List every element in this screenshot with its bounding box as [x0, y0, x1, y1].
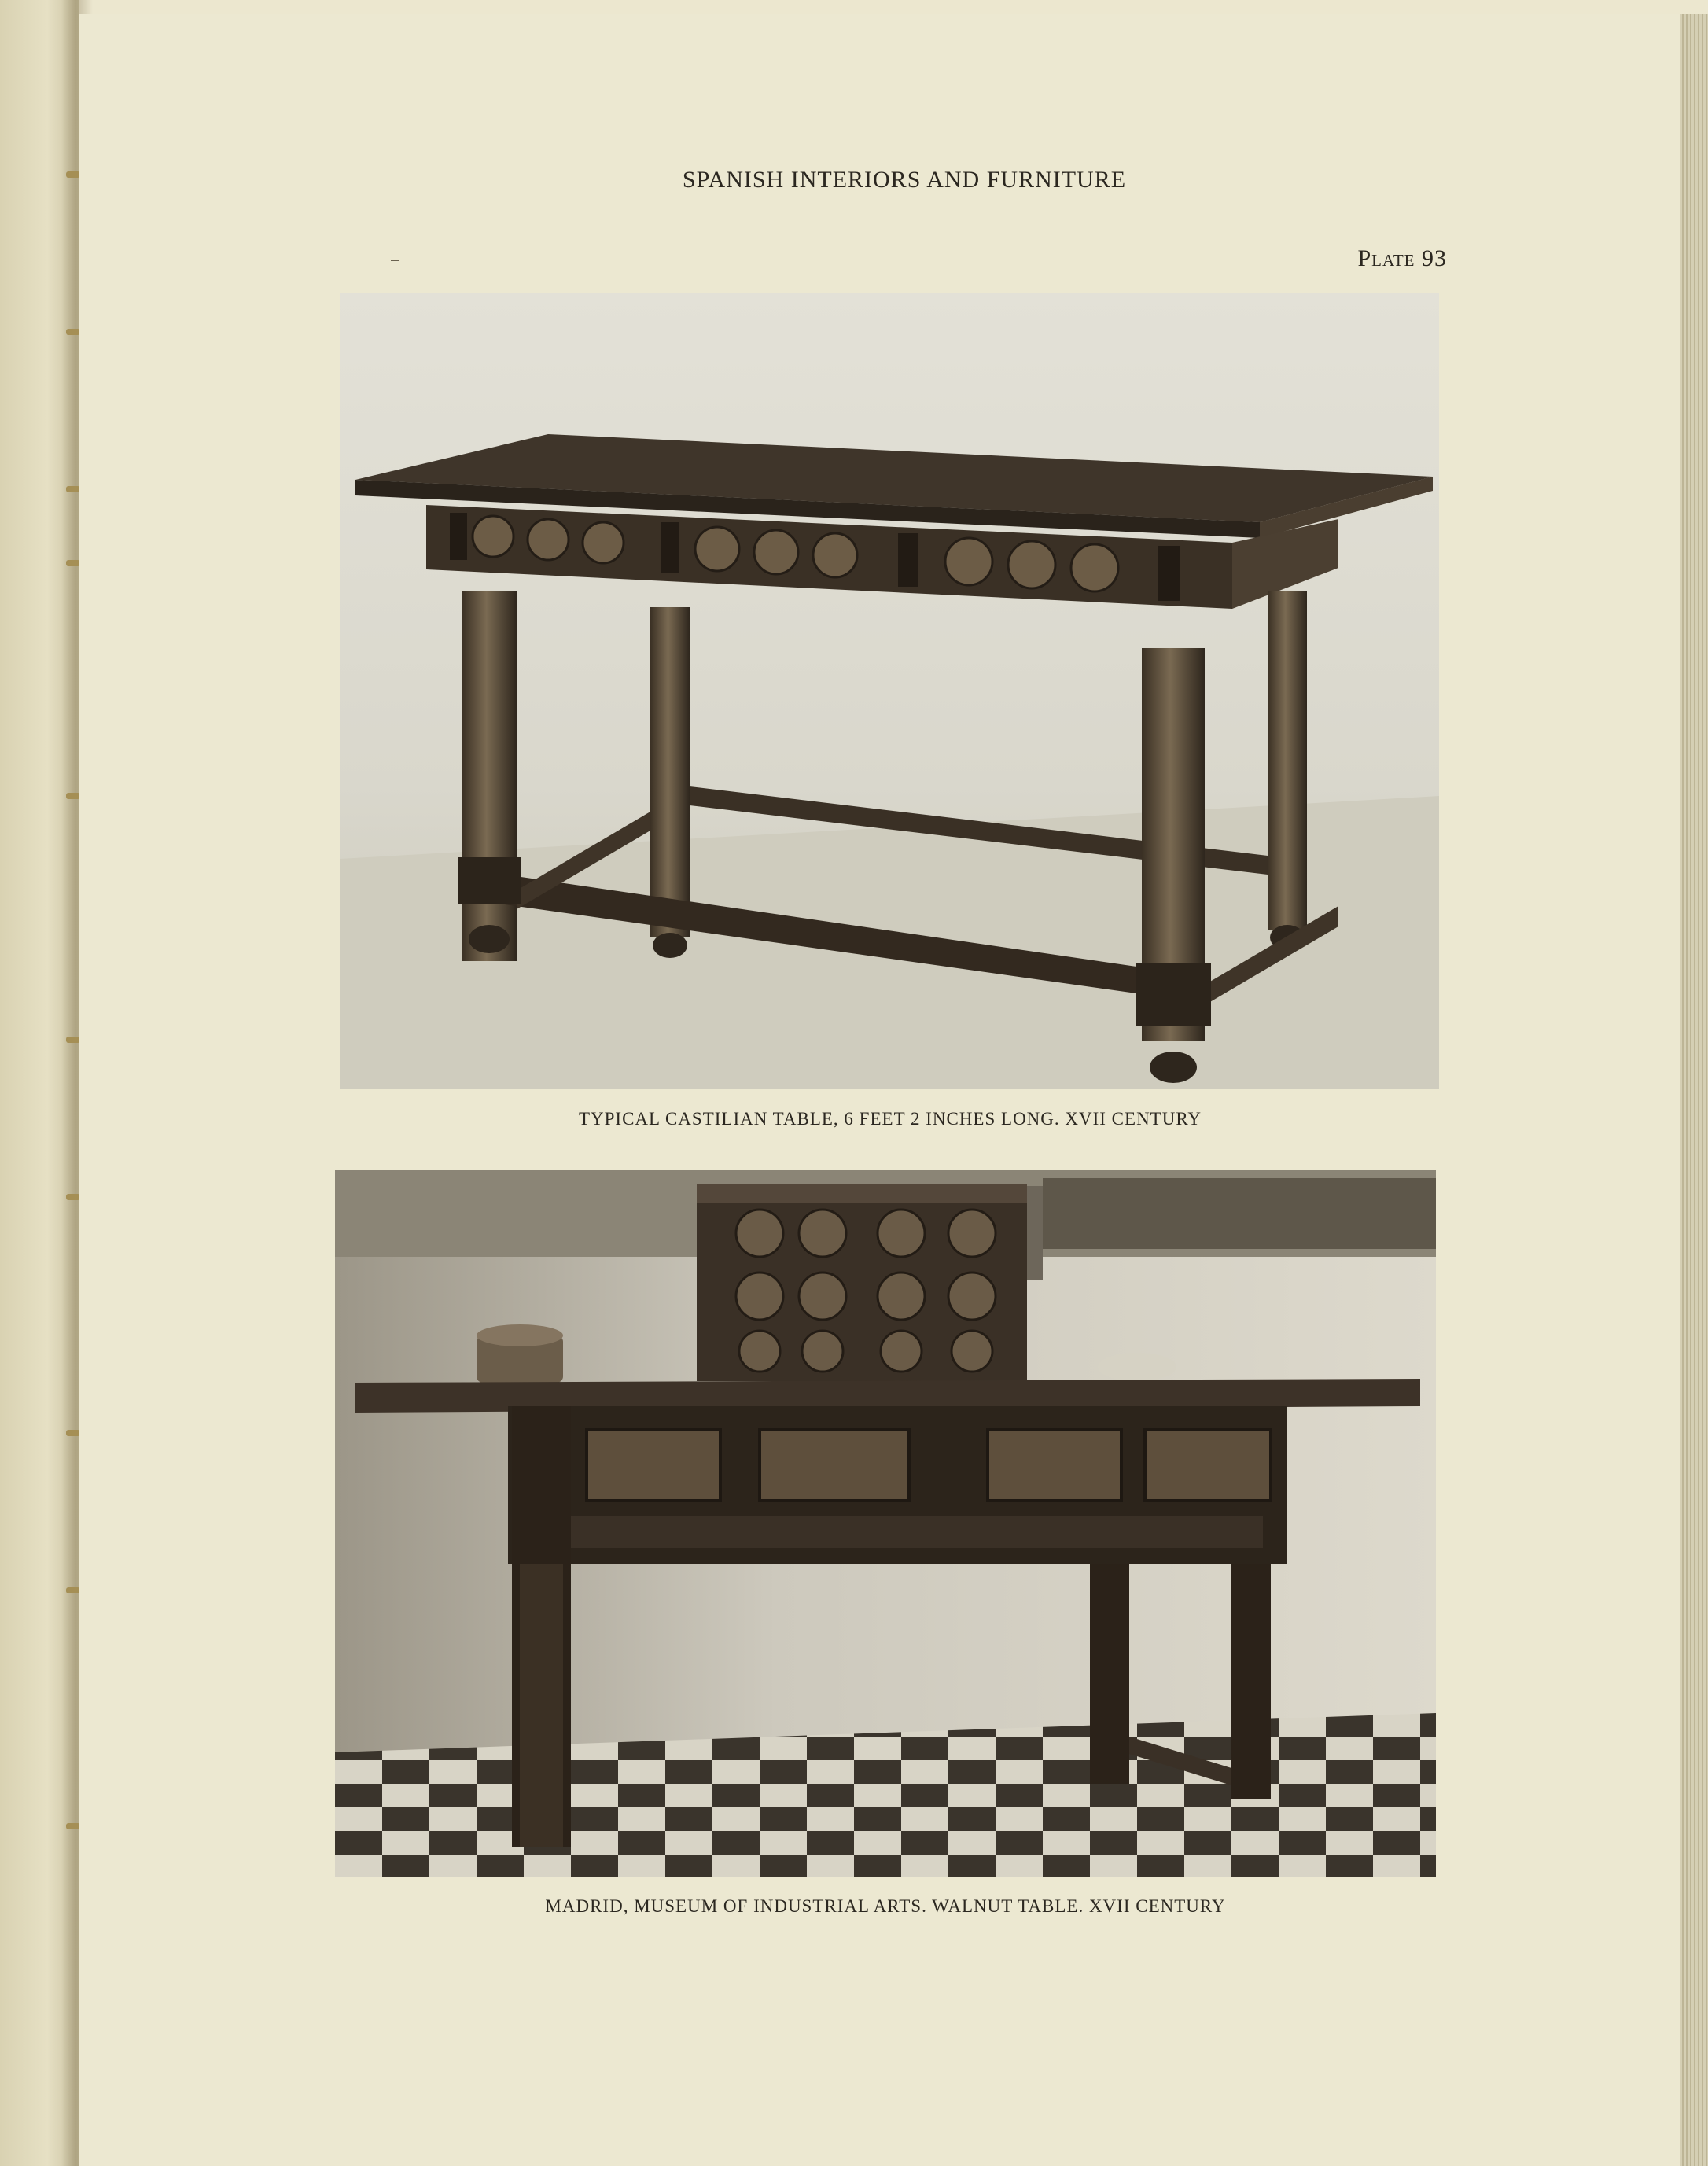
- running-head: SPANISH INTERIORS AND FURNITURE: [682, 167, 1127, 193]
- print-mark: [391, 260, 399, 261]
- plate-caption-1: TYPICAL CASTILIAN TABLE, 6 FEET 2 INCHES LONG. XVII CENTURY: [578, 1109, 1202, 1129]
- walnut-table-illustration: [335, 1170, 1436, 1877]
- plate-number: Plate 93: [1357, 245, 1447, 271]
- castilian-table-illustration: [340, 293, 1439, 1089]
- walnut-table-photo: [335, 1170, 1436, 1877]
- castilian-table-photo: [340, 293, 1439, 1089]
- page-stack-edge: [1680, 14, 1708, 2166]
- plate-caption-2: MADRID, MUSEUM OF INDUSTRIAL ARTS. WALNUT TABLE. XVII CENTURY: [545, 1896, 1226, 1916]
